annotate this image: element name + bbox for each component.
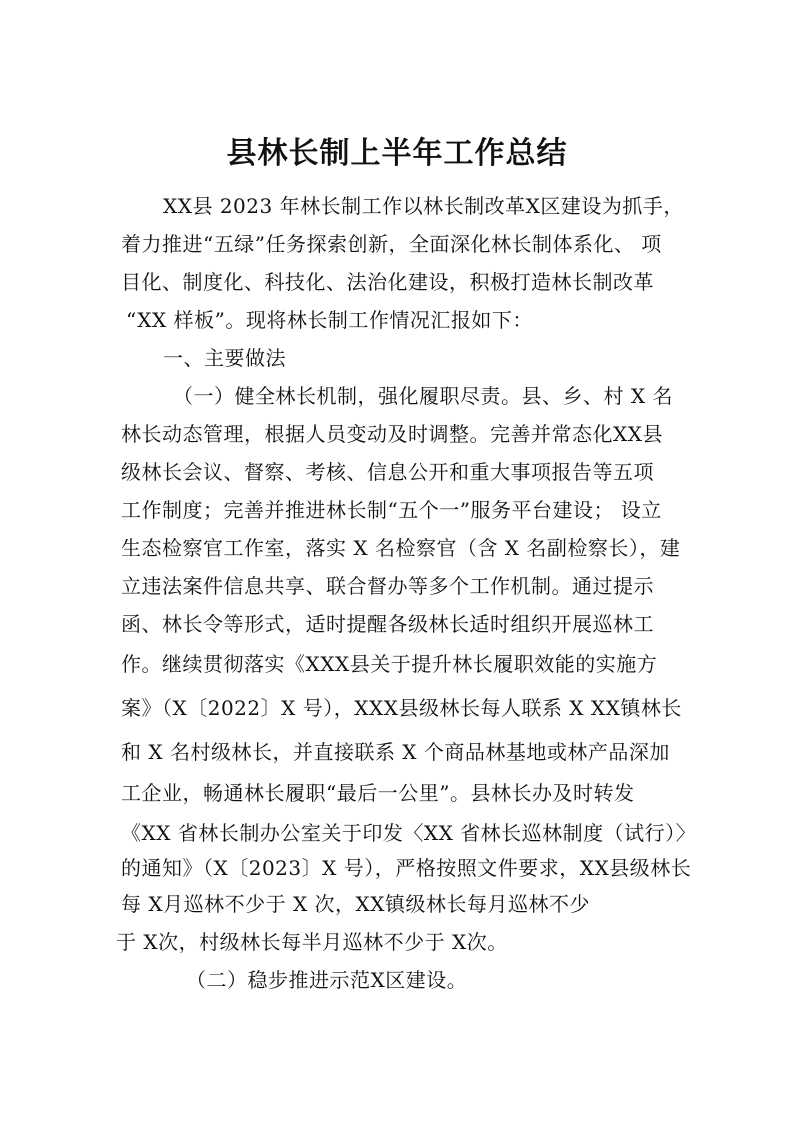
paragraph-line: “XX 样板”。现将林长制工作情况汇报如下： — [126, 308, 533, 332]
paragraph-line: 林长动态管理，根据人员变动及时调整。完善并常态化XX县 — [121, 422, 663, 446]
paragraph-line: 和 X 名村级林长，并直接联系 X 个商品林基地或林产品深加 — [121, 740, 670, 764]
paragraph-line: 着力推进“五绿”任务探索创新，全面深化林长制体系化、 项 — [121, 232, 662, 256]
section-heading: 一、主要做法 — [163, 346, 286, 370]
paragraph-line: 函、林长令等形式，适时提醒各级林长适时组织开展巡林工 — [121, 612, 654, 636]
paragraph-line: 工作制度；完善并推进林长制“五个一”服务平台建设； 设立 — [121, 498, 662, 522]
paragraph-line: （一）健全林长机制，强化履职尽责。县、乡、村 X 名 — [173, 384, 673, 408]
document-title: 县林长制上半年工作总结 — [226, 136, 568, 171]
paragraph-line: XX县 2023 年林长制工作以林长制改革X区建设为抓手， — [163, 194, 684, 218]
paragraph-line: 《XX 省林长制办公室关于印发〈XX 省林长巡林制度（试行）〉 — [121, 821, 697, 845]
paragraph-line: 的通知》（X〔2023〕X 号），严格按照文件要求，XX县级林长 — [121, 856, 692, 880]
paragraph-line: 目化、制度化、科技化、法治化建设，积极打造林长制改革 — [121, 270, 654, 294]
paragraph-line: 每 X月巡林不少于 X 次，XX镇级林长每月巡林不少 — [121, 892, 591, 916]
paragraph-line: 生态检察官工作室，落实 X 名检察官（含 X 名副检察长），建 — [121, 536, 681, 560]
paragraph-line: 工企业，畅通林长履职“最后一公里”。县林长办及时转发 — [121, 781, 635, 805]
paragraph-line: 立违法案件信息共享、联合督办等多个工作机制。通过提示 — [121, 574, 654, 598]
paragraph-line: 于 X次，村级林长每半月巡林不少于 X次。 — [116, 930, 508, 954]
section-heading: （二）稳步推进示范X区建设。 — [186, 968, 468, 992]
paragraph-line: 案》（X〔2022〕X 号），XXX县级林长每人联系 X XX镇林长 — [121, 696, 682, 720]
paragraph-line: 作。继续贯彻落实《XXX县关于提升林长履职效能的实施方 — [121, 652, 658, 676]
paragraph-line: 级林长会议、督察、考核、信息公开和重大事项报告等五项 — [121, 460, 654, 484]
